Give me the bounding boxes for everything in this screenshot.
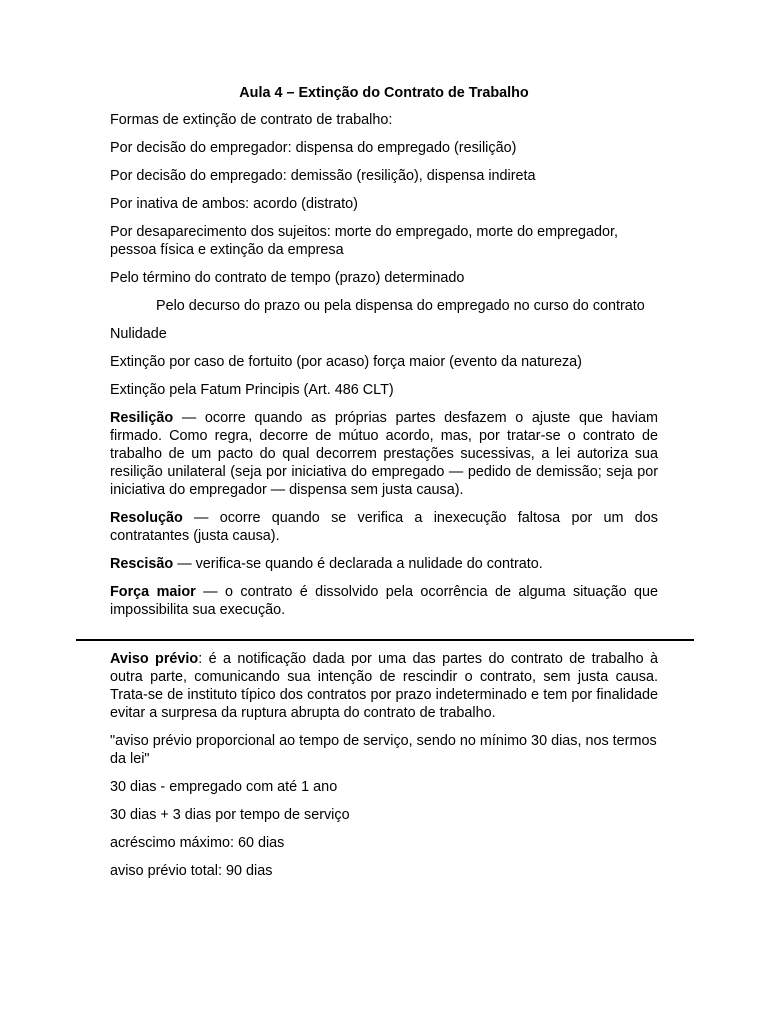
paragraph-termino-contrato: Pelo término do contrato de tempo (prazo) determinado: [110, 270, 465, 286]
aviso-quote: "aviso prévio proporcional ao tempo de serviço, sendo no mínimo 30 dias, nos termos da lei": [110, 733, 657, 767]
term-forca-maior: Força maior: [110, 584, 196, 600]
paragraph-inativa-ambos: Por inativa de ambos: acordo (distrato): [110, 196, 358, 212]
paragraph-fatum-principis: Extinção pela Fatum Principis (Art. 486 CLT): [110, 382, 394, 398]
aviso-rule-1: 30 dias - empregado com até 1 ano: [110, 779, 338, 795]
paragraph-forca-maior: Extinção por caso de fortuito (por acaso) força maior (evento da natureza): [110, 354, 582, 370]
aviso-previo-section: [110, 650, 658, 890]
term-rescisao: Rescisão: [110, 556, 174, 572]
text-resolucao: — ocorre quando se verifica a inexecução faltosa por um dos contratantes (justa causa).: [110, 510, 658, 544]
term-resolucao: Resolução: [110, 510, 183, 526]
paragraph-nulidade: Nulidade: [110, 326, 167, 342]
definition-aviso-previo: [110, 650, 658, 722]
text-forca-maior: — o contrato é dissolvido pela ocorrência de alguma situação que impossibilita sua execução.: [110, 584, 658, 618]
paragraph-decisao-empregado: Por decisão do empregado: demissão (resilição), dispensa indireta: [110, 168, 536, 184]
aviso-rule-2: 30 dias + 3 dias por tempo de serviço: [110, 807, 350, 823]
paragraph-formas: Formas de extinção de contrato de trabalho:: [110, 112, 393, 128]
aviso-rule-3: acréscimo máximo: 60 dias: [110, 835, 285, 851]
document-body: [110, 84, 658, 629]
text-rescisao: — verifica-se quando é declarada a nulidade do contrato.: [173, 556, 543, 572]
definition-resolucao: [110, 509, 658, 545]
term-aviso-previo: Aviso prévio: [110, 651, 199, 667]
definition-rescisao: [110, 555, 658, 573]
horizontal-divider: [76, 639, 694, 641]
text-resilicao: — ocorre quando as próprias partes desfazem o ajuste que haviam firmado. Como regra, decorre de mútuo acordo, mas, por tratar-se o contrato de trabalho de um pacto do qual decorrem prestações sucessivas, a lei autoriza sua resilição unilateral (seja por iniciativa do empregado — pedido de demissão; seja por iniciativa do empregador — dispensa sem justa causa).: [110, 410, 658, 498]
paragraph-decisao-empregador: Por decisão do empregador: dispensa do empregado (resilição): [110, 140, 517, 156]
text-aviso-previo: : é a notificação dada por uma das partes do contrato de trabalho à outra parte, comunicando sua intenção de rescindir o contrato, sem justa causa. Trata-se de instituto típico dos contratos por prazo indeterminado e tem por finalidade evitar a surpresa da ruptura abrupta do contrato de trabalho.: [110, 651, 658, 721]
aviso-rule-4: aviso prévio total: 90 dias: [110, 863, 273, 879]
page-title: Aula 4 – Extinção do Contrato de Trabalho: [239, 85, 529, 101]
definition-forca-maior: [110, 583, 658, 619]
term-resilicao: Resilição: [110, 410, 174, 426]
paragraph-decurso-prazo: Pelo decurso do prazo ou pela dispensa do empregado no curso do contrato: [156, 298, 645, 314]
paragraph-desaparecimento: Por desaparecimento dos sujeitos: morte do empregado, morte do empregador, pessoa física e extinção da empresa: [110, 224, 618, 258]
definition-resilicao: [110, 409, 658, 499]
